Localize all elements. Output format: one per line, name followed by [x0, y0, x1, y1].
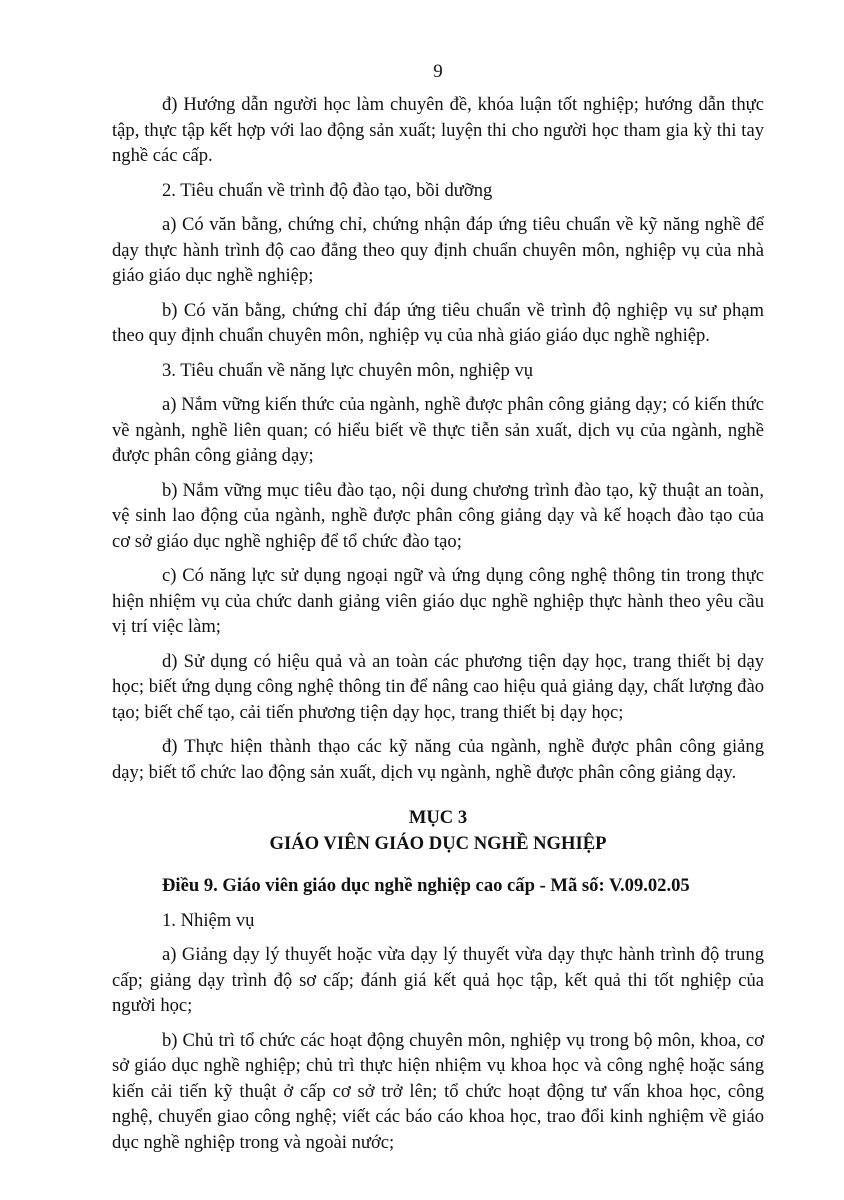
- paragraph-b-leadership: b) Chủ trì tổ chức các hoạt động chuyên môn, nghiệp vụ trong bộ môn, khoa, cơ sở giáo dục nghề nghiệp; chủ trì thực hiện nhiệm vụ khoa học và công nghệ hoặc sáng kiến cải tiến kỹ thuật ở cấp cơ sở trở lên; tổ chức hoạt động tư vấn khoa học, công nghệ, chuyển giao công nghệ; viết các báo cáo khoa học, trao đổi kinh nghiệm về giáo dục nghề nghiệp trong và ngoài nước;: [112, 1029, 764, 1153]
- paragraph-training-standard-heading: 2. Tiêu chuẩn về trình độ đào tạo, bồi dưỡng: [162, 179, 493, 201]
- paragraph-duties-heading: 1. Nhiệm vụ: [162, 909, 255, 931]
- article-title: Điều 9. Giáo viên giáo dục nghề nghiệp cao cấp - Mã số: V.09.02.05: [162, 875, 690, 896]
- paragraph-a-teaching: a) Giảng dạy lý thuyết hoặc vừa dạy lý thuyết vừa dạy thực hành trình độ trung cấp; giảng dạy trình độ sơ cấp; đánh giá kết quả học tập, kết quả thi tốt nghiệp của người học;: [112, 944, 764, 1016]
- section-label: MỤC 3: [408, 807, 468, 828]
- section-title: GIÁO VIÊN GIÁO DỤC NGHỀ NGHIỆP: [269, 833, 607, 854]
- section-heading: [112, 805, 764, 857]
- paragraph-a-knowledge: a) Nắm vững kiến thức của ngành, nghề được phân công giảng dạy; có kiến thức về ngành, nghề liên quan; có hiểu biết về thực tiễn sản xuất, dịch vụ của ngành, nghề được phân công giảng dạy;: [112, 394, 764, 466]
- page-number: 9: [433, 61, 443, 82]
- paragraph-d-guidance: đ) Hướng dẫn người học làm chuyên đề, khóa luận tốt nghiệp; hướng dẫn thực tập, thực tập kết hợp với lao động sản xuất; luyện thi cho người học tham gia kỳ thi tay nghề các cấp.: [112, 94, 764, 166]
- paragraph-b-objectives: b) Nắm vững mục tiêu đào tạo, nội dung chương trình đào tạo, kỹ thuật an toàn, vệ sinh lao động của ngành, nghề được phân công giảng dạy và kế hoạch đào tạo của cơ sở giáo dục nghề nghiệp để tổ chức đào tạo;: [112, 479, 764, 552]
- document-body: [112, 92, 764, 1155]
- paragraph-b-pedagogy-certificates: b) Có văn bằng, chứng chỉ đáp ứng tiêu chuẩn về trình độ nghiệp vụ sư phạm theo quy định chuẩn chuyên môn, nghiệp vụ của nhà giáo giáo dục nghề nghiệp.: [112, 299, 764, 346]
- paragraph-dd-skills: đ) Thực hiện thành thạo các kỹ năng của ngành, nghề được phân công giảng dạy; biết tổ chức lao động sản xuất, dịch vụ ngành, nghề được phân công giảng dạy.: [112, 736, 764, 783]
- paragraph-d-teaching-equipment: d) Sử dụng có hiệu quả và an toàn các phương tiện dạy học, trang thiết bị dạy học; biết ứng dụng công nghệ thông tin để nâng cao hiệu quả giảng dạy, chất lượng đào tạo; biết chế tạo, cải tiến phương tiện dạy học, trang thiết bị dạy học;: [112, 650, 764, 723]
- paragraph-competence-standard-heading: 3. Tiêu chuẩn về năng lực chuyên môn, nghiệp vụ: [162, 359, 534, 381]
- paragraph-a-certificates: a) Có văn bằng, chứng chỉ, chứng nhận đáp ứng tiêu chuẩn về kỹ năng nghề để dạy thực hành trình độ cao đẳng theo quy định chuẩn chuyên môn, nghiệp vụ của nhà giáo giáo dục nghề nghiệp;: [112, 214, 764, 286]
- paragraph-c-languages-it: c) Có năng lực sử dụng ngoại ngữ và ứng dụng công nghệ thông tin trong thực hiện nhiệm vụ của chức danh giảng viên giáo dục nghề nghiệp thực hành theo yêu cầu vị trí việc làm;: [112, 565, 764, 637]
